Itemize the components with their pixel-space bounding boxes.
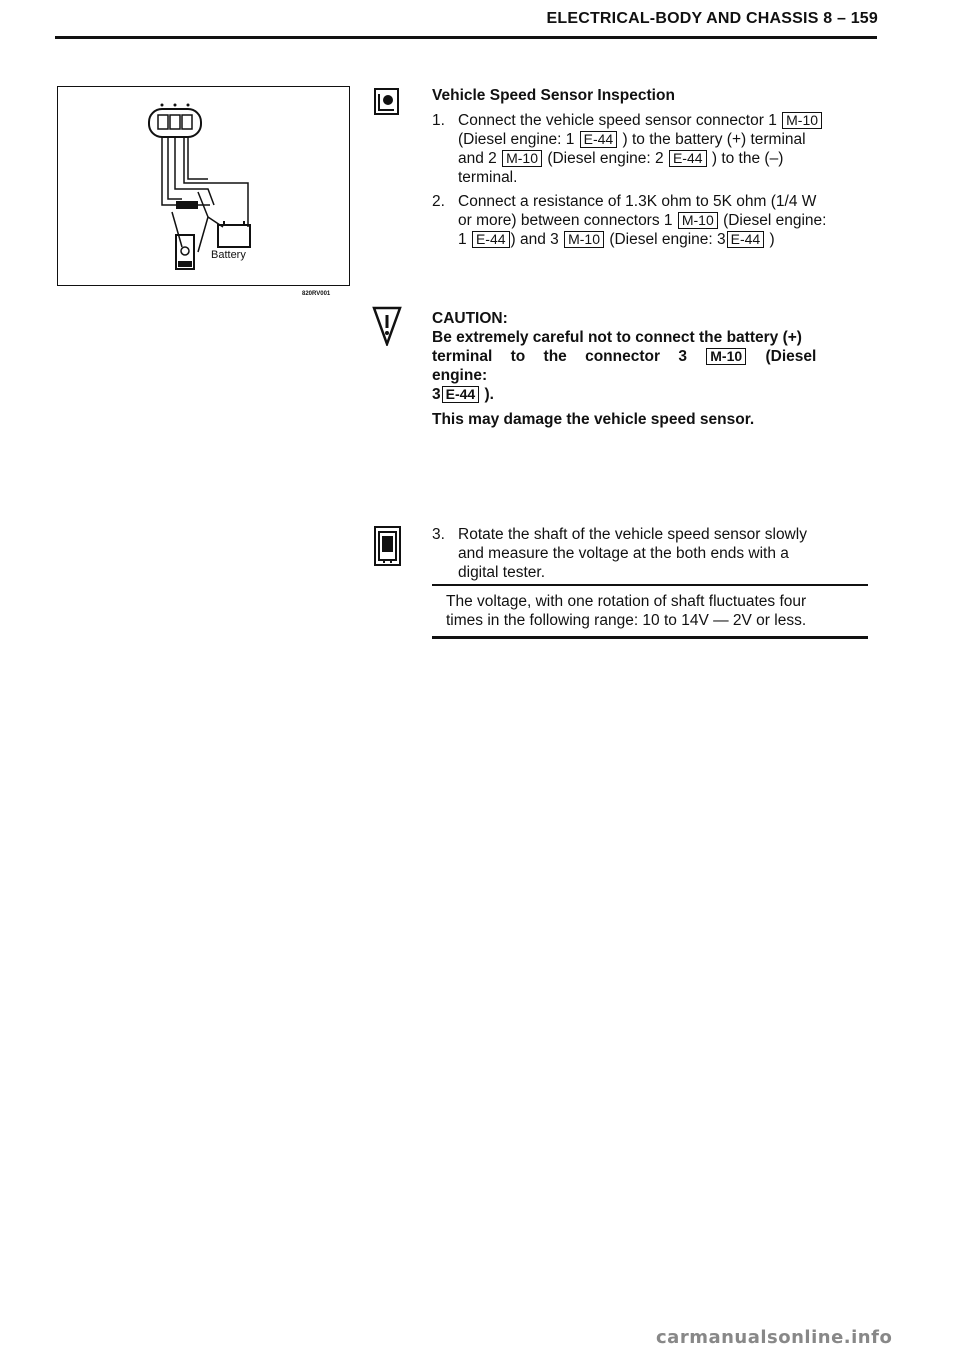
resistor-shape <box>176 201 198 209</box>
ref-m10: M-10 <box>564 231 604 248</box>
step-2: 2. Connect a resistance of 1.3K ohm to 5K ohm (1/4 W or more) between connectors 1 M-10 (Diesel engine: 1 E-44 ) and 3 M-10 (Diesel engine: 3 E-44 ) <box>432 193 827 248</box>
step-1-number: 1. <box>432 112 445 129</box>
page-header-title: ELECTRICAL-BODY AND CHASSIS 8 – 159 <box>546 10 878 27</box>
caution-icon <box>372 306 402 351</box>
header-rule <box>55 36 877 39</box>
section-title: Vehicle Speed Sensor Inspection <box>432 87 675 104</box>
ref-e44: E-44 <box>727 231 765 248</box>
result-box: The voltage, with one rotation of shaft fluctuates four times in the following range: 10 to 14V — 2V or less. <box>432 584 868 639</box>
ref-e44: E-44 <box>442 386 480 403</box>
ref-e44: E-44 <box>580 131 618 148</box>
ref-e44: E-44 <box>669 150 707 167</box>
step-2-number: 2. <box>432 193 445 210</box>
battery-label: Battery <box>211 249 246 261</box>
ref-m10: M-10 <box>502 150 542 167</box>
caution-label: CAUTION: <box>432 310 508 327</box>
wiring-diagram-figure <box>57 86 350 286</box>
sensor-connector-shape <box>149 109 201 137</box>
figure-code: 820RV001 <box>302 291 331 297</box>
caution-block: CAUTION: Be extremely careful not to connect the battery (+) terminal to the connector 3 M-10 (Diesel engine: 3 E-44 ). This may damage the vehicle speed sensor. <box>432 309 872 429</box>
tester-icon <box>374 526 401 566</box>
wiring-diagram <box>58 87 348 284</box>
ref-m10: M-10 <box>782 112 822 129</box>
step-1: 1. Connect the vehicle speed sensor connector 1 M-10 (Diesel engine: 1 E-44 ) to the battery (+) terminal and 2 M-10 (Diesel engine: 2 E-44 ) to the (–) terminal. <box>432 111 872 187</box>
step-3: 3. Rotate the shaft of the vehicle speed sensor slowly and measure the voltage at the both ends with a digital tester. <box>432 526 807 581</box>
watermark: carmanualsonline.info <box>656 1327 893 1348</box>
ref-e44: E-44 <box>472 231 510 248</box>
caution-warning: This may damage the vehicle speed sensor. <box>432 411 755 428</box>
ref-m10: M-10 <box>706 348 746 365</box>
ref-m10: M-10 <box>678 212 718 229</box>
step-3-number: 3. <box>432 526 445 543</box>
inspection-icon <box>374 88 399 115</box>
battery-shape <box>218 225 250 247</box>
